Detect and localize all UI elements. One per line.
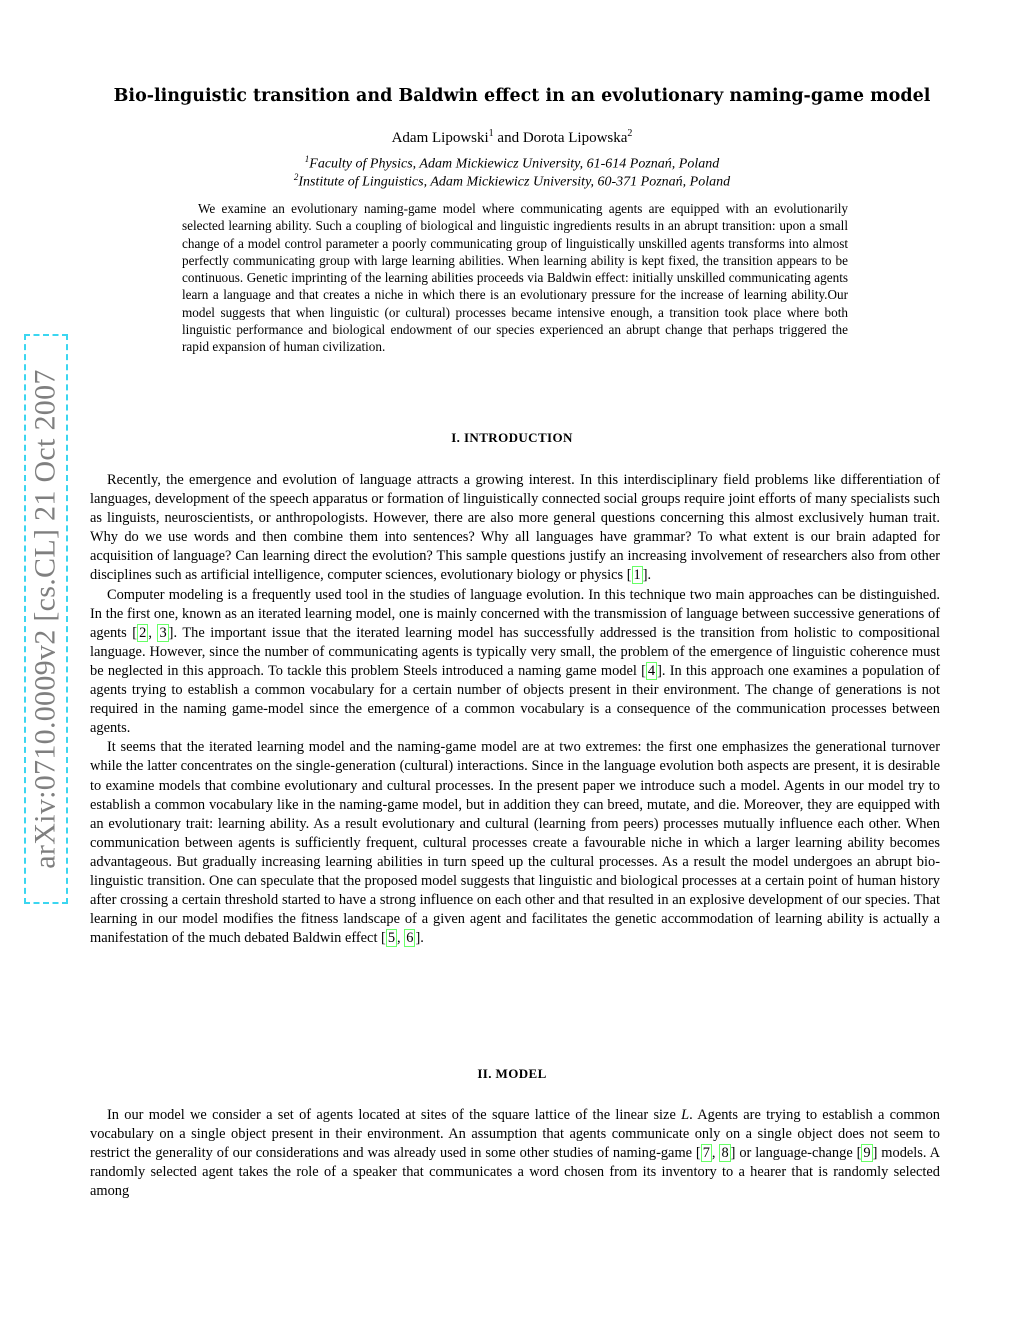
citation-link[interactable]: 6: [406, 930, 414, 947]
citation-link[interactable]: 4: [647, 662, 656, 679]
section-heading-introduction: I. INTRODUCTION: [451, 430, 573, 445]
introduction-body: [90, 471, 940, 948]
author-2-affil-mark: 2: [627, 128, 633, 139]
author-1: Adam Lipowski: [391, 130, 489, 146]
citation-link[interactable]: 7: [702, 1145, 710, 1162]
affiliation-2-text: Institute of Linguistics, Adam Mickiewicz University, 60-371 Poznań, Poland: [298, 174, 731, 190]
affiliation-1: [0, 154, 1024, 173]
citation-link[interactable]: 1: [633, 567, 641, 584]
arxiv-identifier-text: arXiv:0710.0009v2 [cs.CL] 21 Oct 2007: [29, 369, 62, 869]
author-2: Dorota Lipowska: [522, 130, 628, 146]
intro-paragraph-2: Computer modeling is a frequently used tool in the studies of language evolution. In this technique two main approaches can be distinguished. In the first one, known as an iterated learning model, one is mainly concerned with the transmission of language between successive generations of agents [ 2 , 3 ]. The important issue that the iterated learning model has successfully addressed is the transition from holistic to compositional language. However, since the number of communicating agents is typically very small, the problem of the emergence of linguistic coherence must be neglected in this approach. To tackle this problem Steels introduced a naming game model [ 4 ]. In this approach one examines a population of agents trying to establish a common vocabulary for a certain number of objects present in their environment. The change of generations is not required in the naming game-model since the emergence of a common vocabulary is a consequence of the communication processes between agents.: [90, 586, 941, 737]
citation-link[interactable]: 8: [721, 1145, 729, 1162]
citation-link[interactable]: 9: [863, 1145, 871, 1162]
abstract: We examine an evolutionary naming-game model where communicating agents are equipped with an evolutionarily selected learning ability. Such a coupling of biological and linguistic ingredients results in an abrupt transition: upon a small change of a model control parameter a poorly communicating group of linguistically unskilled agents transforms into almost perfectly communicating group with large learning abilities. When learning ability is kept fixed, the transition appears to be continuous. Genetic imprinting of the learning abilities proceeds via Baldwin effect: initially unskilled communicating agents learn a language and that creates a niche in which there is an evolutionary pressure for the increase of learning ability.Our model suggests that when linguistic (or cultural) processes became intensive enough, a transition took place where both linguistic performance and biological endowment of our species experienced an abrupt change that perhaps triggered the rapid expansion of human civilization.: [182, 201, 848, 355]
affiliation-2-mark: 2: [293, 172, 299, 182]
citation-link[interactable]: 5: [387, 930, 396, 947]
model-body: [90, 1106, 940, 1201]
arxiv-identifier-stamp: [24, 334, 68, 904]
citation-link[interactable]: 2: [139, 624, 147, 641]
author-1-affil-mark: 1: [488, 128, 494, 139]
math-symbol-L: L: [681, 1107, 690, 1123]
paper-title: Bio-linguistic transition and Baldwin effect in an evolutionary naming-game model: [113, 86, 931, 106]
affiliation-2: [0, 172, 1024, 191]
author-conjunction: and: [497, 130, 520, 146]
intro-paragraph-1: Recently, the emergence and evolution of language attracts a growing interest. In this interdisciplinary field problems like differentiation of languages, development of the speech apparatus or formation of linguistically connected social groups require joint efforts of many specialists such as linguists, neuroscientists, or anthropologists. However, there are also more general questions concerning this almost exclusively human trait. Why do we use words and then combine them into sentences? Why all languages have grammar? To what extent is our brain adapted for acquisition of language? Can learning direct the evolution? This sample questions justify an increasing involvement of researchers also from other disciplines such as artificial intelligence, computer sciences, evolutionary biology or physics [ 1 ].: [90, 472, 940, 584]
author-line: [0, 128, 1024, 147]
model-paragraph-1: In our model we consider a set of agents located at sites of the square lattice of the linear size L. Agents are trying to establish a common vocabulary on a single object present in their environment. An assumption that agents communicate only on a single object does not seem to restrict the generality of our considerations and was already used in some other studies of naming-game [ 7 , 8 ] or language-change [ 9 ] models. A randomly selected agent takes the role of a speaker that communicates a word chosen from its inventory to a hearer that is randomly selected among: [90, 1107, 940, 1200]
affiliation-1-mark: 1: [304, 154, 310, 164]
intro-paragraph-3: It seems that the iterated learning model and the naming-game model are at two extremes: the first one emphasizes the generational turnover while the latter concentrates on the single-generation (cultural) interactions. Since in the language evolution both aspects are present, it is desirable to examine models that combine evolutionary and cultural processes. In the present paper we introduce such a model. Agents in our model try to establish a common vocabulary like in the naming-game model, but in addition they can breed, mutate, and die. Moreover, they are equipped with an evolutionary trait: learning ability. As a result evolutionary and cultural (learning from peers) processes mutually influence each other. When communication between agents is sufficiently frequent, cultural processes create a favourable niche in which a larger learning ability becomes advantageous. But gradually increasing learning abilities in turn speed up the cultural processes. As a result the model undergoes an abrupt bio-linguistic transition. One can speculate that the proposed model suggests that linguistic and biological processes at a certain point of human history after crossing a certain threshold started to have a strong influence on each other and that resulted in an explosive development of our species. That learning in our model modifies the fitness landscape of a given agent and facilitates the genetic accommodation of learning ability is actually a manifestation of the much debated Baldwin effect [ 5 , 6 ].: [90, 739, 940, 947]
section-heading-model: II. MODEL: [477, 1066, 547, 1081]
affiliation-1-text: Faculty of Physics, Adam Mickiewicz University, 61-614 Poznań, Poland: [309, 156, 720, 172]
citation-link[interactable]: 3: [159, 624, 167, 641]
